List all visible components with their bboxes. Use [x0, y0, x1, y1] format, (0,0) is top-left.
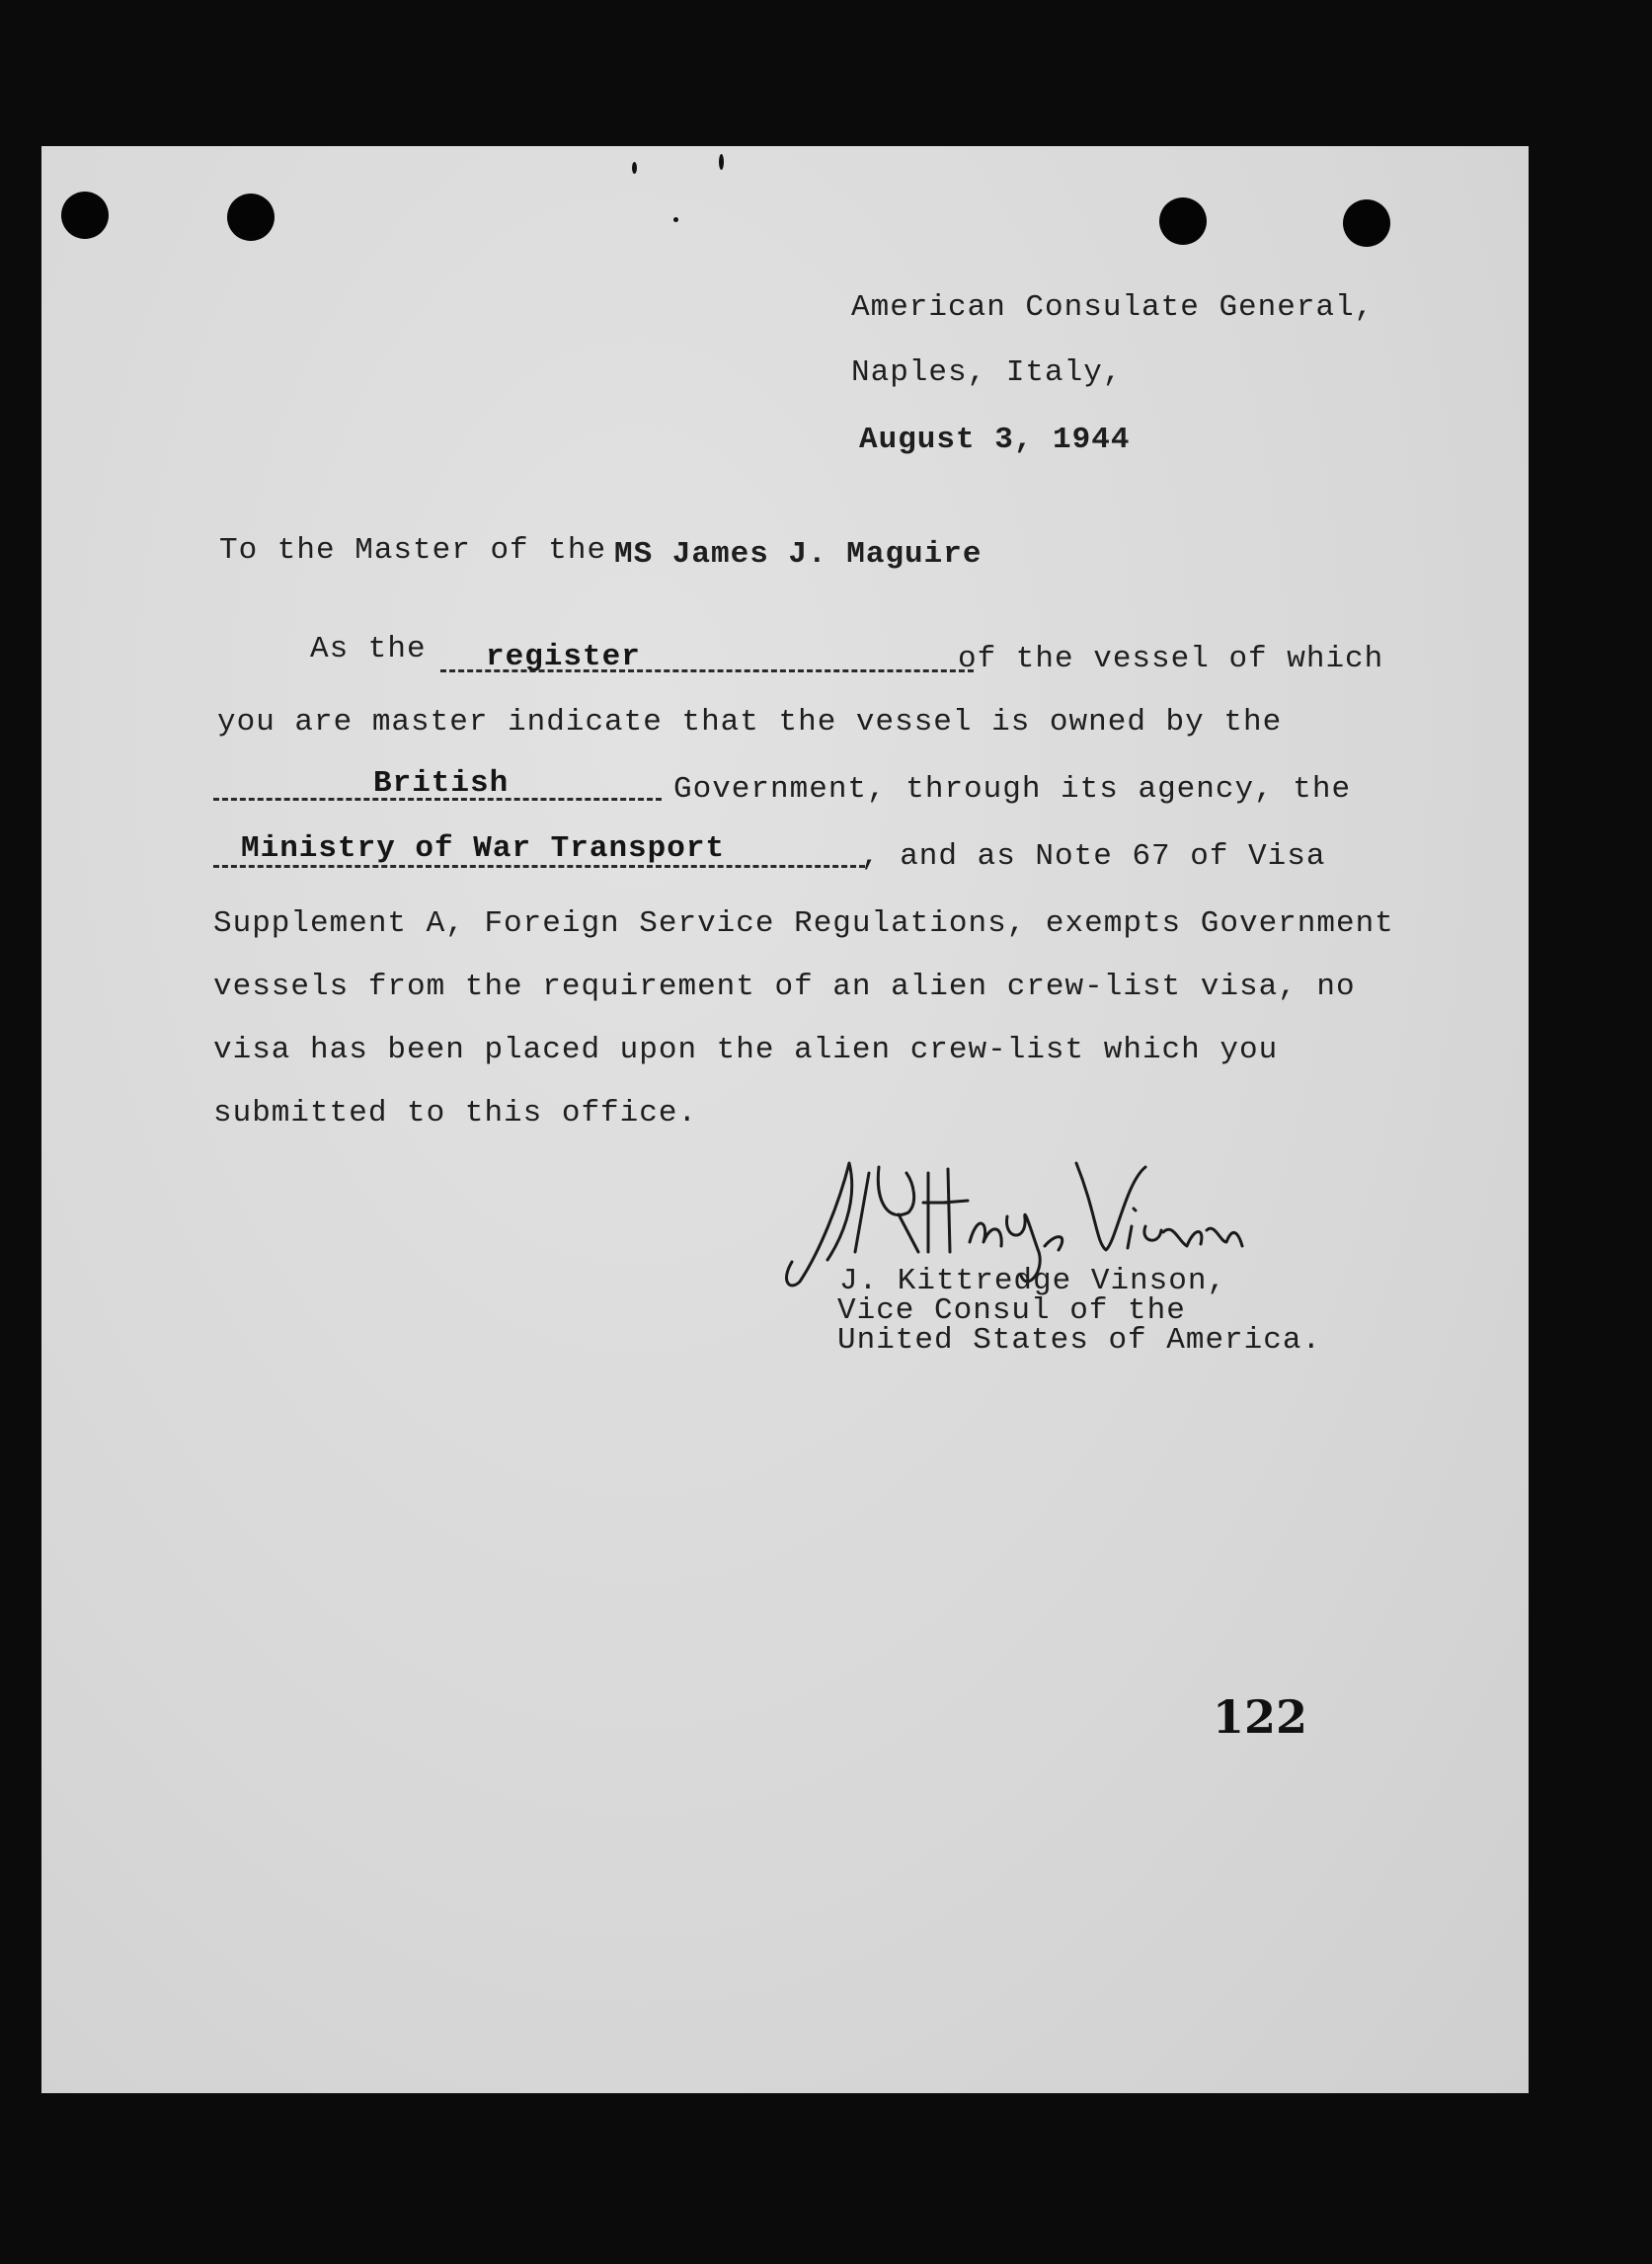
body-line5: Supplement A, Foreign Service Regulations, exempts Government [213, 906, 1394, 941]
body-line2: you are master indicate that the vessel is owned by the [217, 705, 1283, 740]
ink-speck [719, 154, 724, 170]
punch-hole [1159, 197, 1207, 245]
ink-speck [673, 217, 678, 222]
body-line8: submitted to this office. [213, 1096, 698, 1131]
body-line7: visa has been placed upon the alien crew-list which you [213, 1033, 1279, 1067]
punch-hole [227, 194, 275, 241]
letter-date: August 3, 1944 [859, 423, 1131, 457]
signatory-title-line2: United States of America. [837, 1323, 1322, 1358]
fill-agency: Ministry of War Transport [241, 831, 726, 866]
body-line4-suffix: , and as Note 67 of Visa [861, 839, 1326, 874]
page-number: 122 [1213, 1690, 1308, 1744]
body-line1-prefix: As the [310, 632, 427, 666]
body-line6: vessels from the requirement of an alien crew-list visa, no [213, 970, 1356, 1004]
fill-register: register [486, 640, 641, 674]
signatory-name: J. Kittredge Vinson, [839, 1264, 1227, 1298]
letterhead-line2: Naples, Italy, [851, 355, 1123, 390]
punch-hole [1343, 199, 1390, 247]
body-line3-suffix: Government, through its agency, the [673, 772, 1352, 807]
punch-hole [61, 192, 109, 239]
ink-speck [632, 162, 637, 174]
body-line1-suffix: of the vessel of which [958, 642, 1384, 676]
letterhead-line1: American Consulate General, [851, 290, 1375, 325]
vessel-name: MS James J. Maguire [614, 537, 983, 572]
salutation-prefix: To the Master of the [219, 533, 607, 568]
fill-government: British [373, 766, 510, 801]
document-sheet [41, 146, 1529, 2093]
signatory-title-line1: Vice Consul of the [837, 1293, 1186, 1328]
